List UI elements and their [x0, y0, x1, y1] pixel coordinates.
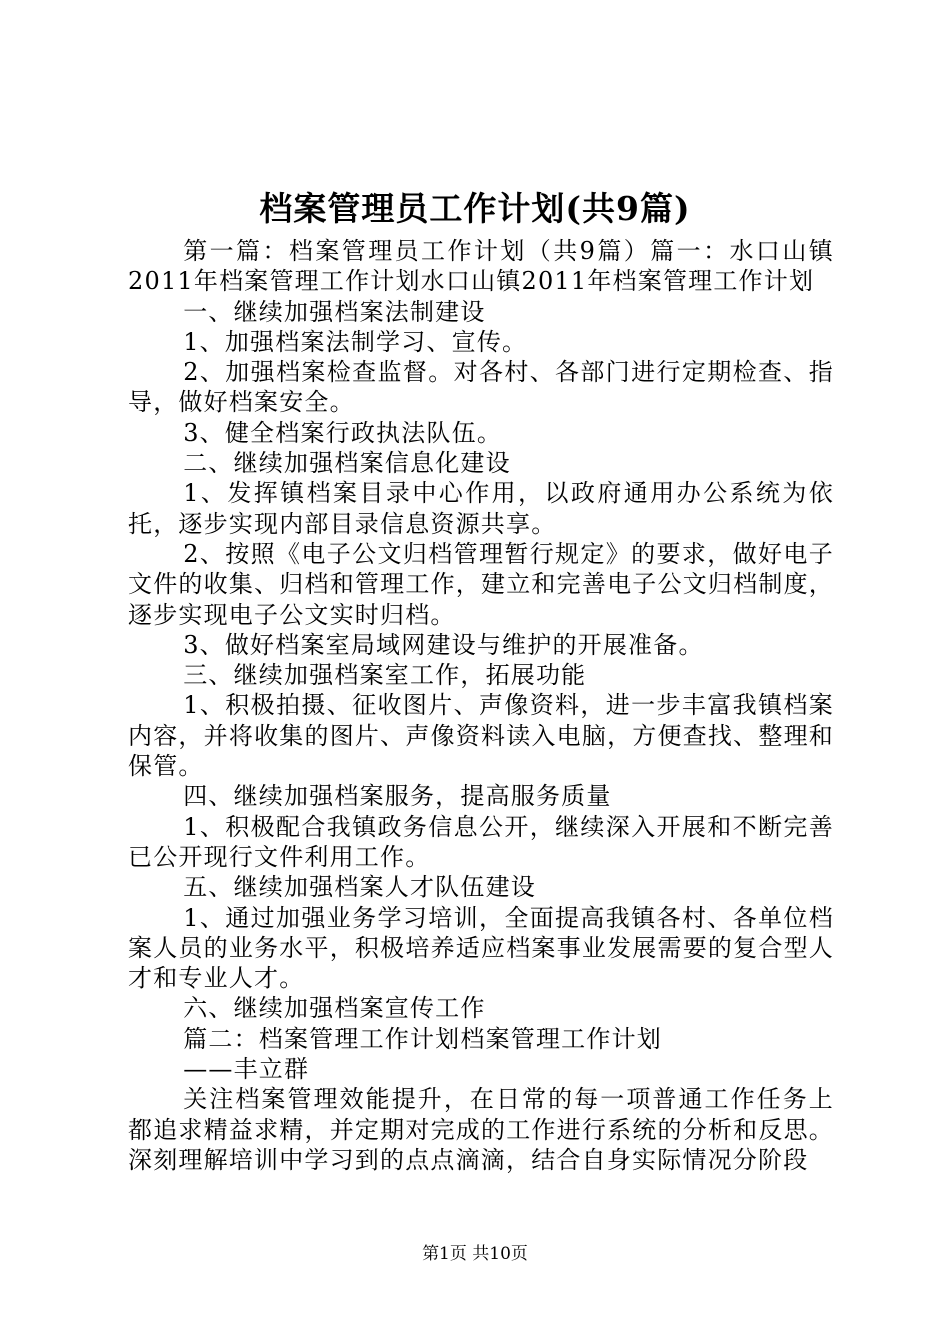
author-line: ——丰立群: [183, 1055, 310, 1084]
page-footer: 第1页 共10页: [422, 1244, 528, 1264]
section-heading: 五、继续加强档案人才队伍建设: [183, 873, 536, 902]
section-heading: 六、继续加强档案宣传工作: [183, 994, 486, 1023]
section-heading: 二、继续加强档案信息化建设: [183, 449, 511, 478]
paragraph: 1、积极配合我镇政务信息公开，继续深入开展和不断完善已公开现行文件利用工作。: [128, 812, 834, 871]
paragraph: 1、通过加强业务学习培训，全面提高我镇各村、各单位档案人员的业务水平，积极培养适应档案事业发展需要的复合型人才和专业人才。: [128, 903, 834, 993]
section-heading: 四、继续加强档案服务，提高服务质量: [183, 782, 612, 811]
paragraph: 关注档案管理效能提升，在日常的每一项普通工作任务上都追求精益求精，并定期对完成的工作进行系统的分析和反思。深刻理解培训中学习到的点点滴滴，结合自身实际情况分阶段: [128, 1085, 834, 1174]
paragraph: 篇二：档案管理工作计划档案管理工作计划: [183, 1024, 662, 1053]
section-heading: 一、继续加强档案法制建设: [183, 297, 486, 326]
paragraph: 1、加强档案法制学习、宣传。: [183, 327, 528, 356]
paragraph: 1、积极拍摄、征收图片、声像资料，进一步丰富我镇档案内容，并将收集的图片、声像资料读入电脑，方便查找、整理和保管。: [128, 691, 834, 781]
section-heading: 三、继续加强档案室工作，拓展功能: [183, 661, 587, 690]
paragraph: 1、发挥镇档案目录中心作用，以政府通用办公系统为依托，逐步实现内部目录信息资源共享。: [128, 479, 834, 538]
paragraph: 2、加强档案检查监督。对各村、各部门进行定期检查、指导，做好档案安全。: [128, 358, 834, 417]
paragraph: 2、按照《电子公文归档管理暂行规定》的要求，做好电子文件的收集、归档和管理工作，建立和完善电子公文归档制度，逐步实现电子公文实时归档。: [128, 539, 834, 629]
paragraph: 3、做好档案室局域网建设与维护的开展准备。: [183, 630, 704, 659]
document-title: 档案管理员工作计划(共9篇): [259, 189, 691, 228]
document-body: [128, 236, 834, 1175]
paragraph: 第一篇：档案管理员工作计划（共9篇）篇一：水口山镇2011年档案管理工作计划水口山镇2011年档案管理工作计划: [128, 237, 834, 296]
paragraph: 3、健全档案行政执法队伍。: [183, 418, 503, 447]
